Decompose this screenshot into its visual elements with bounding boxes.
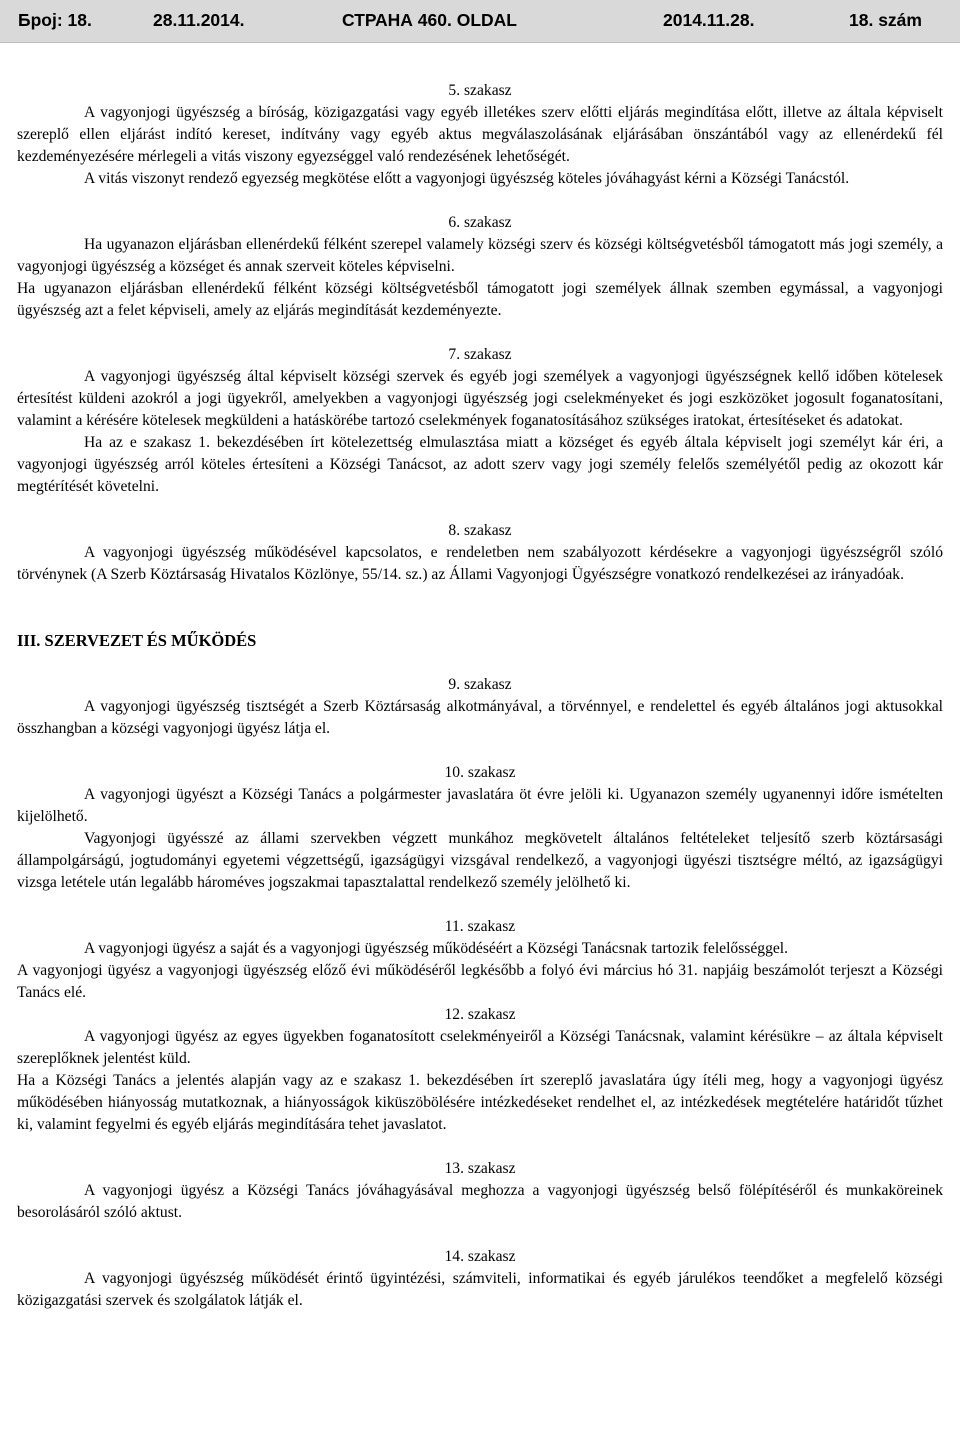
section-7-paragraph-2: Ha az e szakasz 1. bekezdésében írt kötelezettség elmulasztása miatt a községet és egyéb általa képviselt jogi személyt kár éri, a vagyonjogi ügyészség arról köteles értesíteni a Községi Tanácsot, az adott szerv vagy jogi személy felelős személyétől pedig az okozott kár megtérítését követelni. [17, 434, 943, 495]
section-9-title: 9. szakasz [448, 676, 512, 693]
section-8-paragraph-1: A vagyonjogi ügyészség működésével kapcsolatos, e rendeletben nem szabályozott kérdésekre a vagyonjogi ügyészségről szóló törvénynek (A Szerb Köztársaság Hivatalos Közlönye, 55/14. sz.) az Állami Vagyonjogi Ügyészségre vonatkozó rendelkezései az irányadóak. [17, 544, 943, 583]
document-body [17, 80, 943, 1312]
section-12-paragraph-1: A vagyonjogi ügyész az egyes ügyekben foganatosított cselekményeiről a Községi Tanácsnak, valamint kérésükre – az általa képviselt szereplőknek jelentést küld. [17, 1028, 943, 1067]
section-5-title: 5. szakasz [448, 82, 512, 99]
page-number: СТРАНА 460. OLDAL [342, 10, 517, 30]
section-6-paragraph-1: Ha ugyanazon eljárásban ellenérdekű félként szerepel valamely községi szerv és községi költségvetésből támogatott más jogi személy, a vagyonjogi ügyészség a községet és annak szerveit köteles képviselni. [17, 236, 943, 275]
section-10-paragraph-1: A vagyonjogi ügyészt a Községi Tanács a polgármester javaslatára öt évre jelöli ki. Ugyanazon személy ugyanennyi időre ismételten kijelölhető. [17, 786, 943, 825]
section-7-paragraph-1: A vagyonjogi ügyészség által képviselt községi szervek és egyéb jogi személyek a vagyonjogi ügyészségnek kellő időben kötelesek értesítést küldeni azokról a jogi ügyekről, amelyekben a vagyonjogi ügyészség jogi cselekményeket és jogi eszközöket jogosult foganatosítani, valamint a kérésére kötelesek megküldeni a hatáskörébe tartozó cselekmények foganatosításához szükséges iratokat, értesítéseket és adatokat. [17, 368, 943, 429]
part-3-heading: III. SZERVEZET ÉS MŰKÖDÉS [17, 631, 257, 650]
section-14-paragraph-1: A vagyonjogi ügyészség működését érintő ügyintézési, számviteli, informatikai és egyéb járulékos teendőket a megfelelő községi közigazgatási szervek és szolgálatok látják el. [17, 1270, 943, 1309]
section-6-paragraph-2: Ha ugyanazon eljárásban ellenérdekű félként községi költségvetésből támogatott jogi személyek állnak szemben egymással, a vagyonjogi ügyészség azt a felet képviseli, amely az eljárás megindítását kezdeményezte. [17, 280, 943, 319]
section-5-paragraph-2: A vitás viszonyt rendező egyezség megkötése előtt a vagyonjogi ügyészség köteles jóváhagyást kérni a Községi Tanácstól. [84, 170, 850, 187]
section-13-title: 13. szakasz [444, 1160, 516, 1177]
section-10-title: 10. szakasz [444, 764, 516, 781]
section-9-paragraph-1: A vagyonjogi ügyészség tisztségét a Szerb Köztársaság alkotmányával, a törvénnyel, e rendelettel és egyéb általános jogi aktusokkal összhangban a községi vagyonjogi ügyész látja el. [17, 698, 943, 737]
issue-date-hungarian: 2014.11.28. [663, 10, 755, 30]
section-11-title: 11. szakasz [444, 918, 516, 935]
section-6-title: 6. szakasz [448, 214, 512, 231]
section-14-title: 14. szakasz [444, 1248, 516, 1265]
page-header [0, 0, 960, 43]
section-12-title: 12. szakasz [444, 1006, 516, 1023]
issue-number-hungarian: 18. szám [849, 10, 922, 30]
section-13-paragraph-1: A vagyonjogi ügyész a Községi Tanács jóváhagyásával meghozza a vagyonjogi ügyészség belső fölépítéséről és munkaköreinek besorolásáról szóló aktust. [17, 1182, 943, 1221]
section-11-paragraph-2: A vagyonjogi ügyész a vagyonjogi ügyészség előző évi működéséről legkésőbb a folyó évi március hó 31. napjáig beszámolót terjeszt a Községi Tanács elé. [17, 962, 943, 1001]
section-12-paragraph-2: Ha a Községi Tanács a jelentés alapján vagy az e szakasz 1. bekezdésében írt szereplő javaslatára úgy ítéli meg, hogy a vagyonjogi ügyész működésében hiányosság mutatkoznak, a hiányosságok kiküszöbölésére intézkedéseket rendelhet el, az intézkedések megtételére határidőt tűzhet ki, valamint fegyelmi és egyéb eljárás megindítására tehet javaslatot. [17, 1072, 943, 1133]
section-7-title: 7. szakasz [448, 346, 512, 363]
section-10-paragraph-2: Vagyonjogi ügyésszé az állami szervekben végzett munkához megkövetelt általános feltételeket teljesítő szerb köztársasági állampolgárságú, jogtudományi egyetemi végzettségű, igazságügyi vizsgával rendelkező, a vagyonjogi ügyészi tisztségre méltó, az igazságügyi vizsga letétele után legalább hároméves jogszakmai tapasztalattal rendelkező személy jelölhető ki. [17, 830, 943, 891]
section-11-paragraph-1: A vagyonjogi ügyész a saját és a vagyonjogi ügyészség működéséért a Községi Tanácsnak tartozik felelősséggel. [84, 940, 789, 957]
issue-date-serbian: 28.11.2014. [153, 10, 245, 30]
section-8-title: 8. szakasz [448, 522, 512, 539]
section-5-paragraph-1: A vagyonjogi ügyészség a bíróság, közigazgatási vagy egyéb illetékes szerv előtti eljárás megindítása előtt, illetve az általa képviselt szereplő ellen eljárást indító kereset, indítvány vagy egyéb aktus megválaszolásának eljárásában önszántából vagy az ellenérdekű fél kezdeményezésére mérlegeli a vitás viszony egyezséggel való rendezésének lehetőségét. [17, 104, 943, 165]
issue-number-serbian: Број: 18. [18, 10, 92, 30]
